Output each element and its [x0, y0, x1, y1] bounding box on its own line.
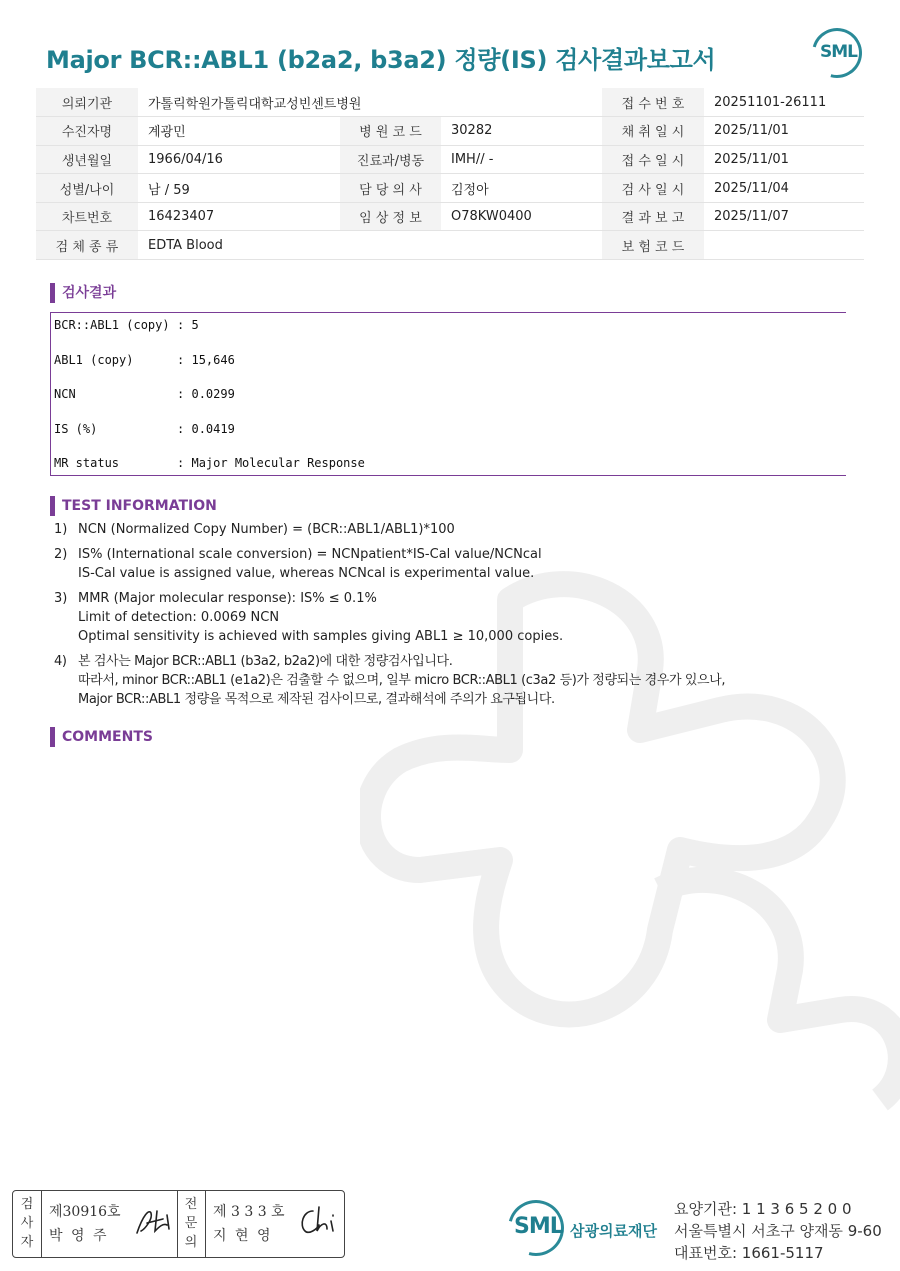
result-label: MR status: [54, 456, 120, 470]
info-value: 20251101-26111: [704, 88, 864, 117]
info-label: 임 상 정 보: [340, 202, 441, 231]
divider: [177, 1191, 178, 1257]
info-value: EDTA Blood: [138, 231, 602, 260]
list-item: [54, 589, 854, 646]
item-number: 1): [54, 522, 68, 537]
table-row: [36, 231, 864, 260]
list-item: [54, 520, 854, 539]
info-value: 김정아: [441, 174, 602, 203]
lab-contact-info: [674, 1198, 882, 1264]
item-line: Optimal sensitivity is achieved with samples giving ABL1 ≥ 10,000 copies.: [78, 629, 564, 644]
list-item: [54, 545, 854, 583]
result-row-mr-status: [54, 456, 365, 470]
info-value: [704, 231, 864, 260]
specialist-license: 제 3 3 3 호: [213, 1204, 285, 1220]
info-value: O78KW0400: [441, 202, 602, 231]
info-value: 2025/11/01: [704, 117, 864, 146]
item-line: IS% (International scale conversion) = NCNpatient*IS-Cal value/NCNcal: [78, 547, 542, 562]
table-row: [36, 174, 864, 203]
item-line: 따라서, minor BCR::ABL1 (e1a2)은 검출할 수 없으며, 일부 micro BCR::ABL1 (c3a2 등)가 정량되는 경우가 있으나,: [78, 673, 726, 688]
item-line: Limit of detection: 0.0069 NCN: [78, 610, 280, 625]
item-line: NCN (Normalized Copy Number) = (BCR::ABL1/ABL1)*100: [78, 522, 455, 537]
info-value: 2025/11/01: [704, 145, 864, 174]
examiner-signature-icon: [133, 1205, 177, 1239]
info-label: 성별/나이: [36, 174, 138, 203]
result-sep: :: [177, 422, 185, 436]
result-value: 5: [191, 318, 199, 332]
specialist-label: [180, 1195, 202, 1252]
comments-section-title: COMMENTS: [50, 727, 153, 747]
institution-code: 요양기관: 1 1 3 6 5 2 0 0: [674, 1200, 852, 1218]
info-label: 병 원 코 드: [340, 117, 441, 146]
info-label: 차트번호: [36, 202, 138, 231]
item-number: 2): [54, 547, 68, 562]
divider: [41, 1191, 42, 1257]
result-sep: :: [177, 387, 185, 401]
result-row-ncn: [54, 387, 235, 401]
result-row-is: [54, 422, 235, 436]
info-label: 보 험 코 드: [602, 231, 704, 260]
info-label: 접 수 번 호: [602, 88, 704, 117]
label-char: 전: [184, 1197, 198, 1212]
results-box: [50, 312, 846, 476]
result-value: Major Molecular Response: [191, 456, 365, 470]
table-row: [36, 145, 864, 174]
specialist-signature-icon: [295, 1203, 341, 1239]
result-label: IS (%): [54, 422, 98, 436]
info-label: 담 당 의 사: [340, 174, 441, 203]
logo-mark: SML: [514, 1214, 563, 1239]
info-label: 수진자명: [36, 117, 138, 146]
specialist-name: 지 현 영: [213, 1228, 273, 1244]
test-info-section-title: TEST INFORMATION: [50, 496, 217, 516]
test-info-list: [54, 520, 854, 715]
item-number: 4): [54, 654, 67, 669]
list-item: [54, 652, 854, 709]
lab-address: 서울특별시 서초구 양재동 9-60: [674, 1222, 882, 1240]
info-value: IMH// -: [441, 145, 602, 174]
info-label: 검 사 일 시: [602, 174, 704, 203]
item-line: IS-Cal value is assigned value, whereas NCNcal is experimental value.: [78, 566, 535, 581]
report-title: Major BCR::ABL1 (b2a2, b3a2) 정량(IS) 검사결과보고서: [46, 46, 716, 74]
logo-text: SML: [820, 42, 857, 62]
info-label: 진료과/병동: [340, 145, 441, 174]
info-label: 결 과 보 고: [602, 202, 704, 231]
result-label: NCN: [54, 387, 76, 401]
info-value: 가톨릭학원가톨릭대학교성빈센트병원: [138, 88, 602, 117]
sml-logo: [812, 28, 868, 78]
info-value: 30282: [441, 117, 602, 146]
info-value: 1966/04/16: [138, 145, 340, 174]
info-label: 채 취 일 시: [602, 117, 704, 146]
info-value: 남 / 59: [138, 174, 340, 203]
info-label: 생년월일: [36, 145, 138, 174]
info-value: 16423407: [138, 202, 340, 231]
divider: [205, 1191, 206, 1257]
table-row: [36, 88, 864, 117]
sml-foundation-logo: [508, 1200, 668, 1256]
info-label: 의뢰기관: [36, 88, 138, 117]
result-row-abl1: [54, 353, 235, 367]
item-line: Major BCR::ABL1 정량을 목적으로 제작된 검사이므로, 결과해석에 주의가 요구됩니다.: [78, 692, 555, 707]
result-sep: :: [177, 318, 185, 332]
result-value: 0.0419: [191, 422, 235, 436]
signature-box: [12, 1190, 345, 1258]
table-row: [36, 202, 864, 231]
info-value: 2025/11/07: [704, 202, 864, 231]
result-row-bcr-abl1: [54, 318, 199, 332]
result-sep: :: [177, 353, 185, 367]
patient-info-table: [36, 88, 864, 260]
label-char: 사: [20, 1216, 34, 1231]
info-label: 검 체 종 류: [36, 231, 138, 260]
result-label: BCR::ABL1 (copy): [54, 318, 170, 332]
result-label: ABL1 (copy): [54, 353, 134, 367]
info-value: 2025/11/04: [704, 174, 864, 203]
examiner-label: [16, 1195, 38, 1252]
result-value: 15,646: [191, 353, 235, 367]
examiner-license: 제30916호: [49, 1204, 121, 1220]
label-char: 문: [184, 1216, 198, 1231]
examiner-name: 박 영 주: [49, 1228, 109, 1244]
label-char: 의: [184, 1235, 198, 1250]
label-char: 자: [20, 1235, 34, 1250]
lab-phone: 대표번호: 1661-5117: [674, 1244, 824, 1262]
result-sep: :: [177, 456, 185, 470]
results-section-title: 검사결과: [50, 283, 116, 303]
label-char: 검: [20, 1197, 34, 1212]
item-number: 3): [54, 591, 68, 606]
info-label: 접 수 일 시: [602, 145, 704, 174]
result-value: 0.0299: [191, 387, 235, 401]
item-line: MMR (Major molecular response): IS% ≤ 0.1%: [78, 591, 377, 606]
item-line: 본 검사는 Major BCR::ABL1 (b3a2, b2a2)에 대한 정량검사입니다.: [78, 654, 453, 669]
table-row: [36, 117, 864, 146]
info-value: 계광민: [138, 117, 340, 146]
org-name: 삼광의료재단: [570, 1222, 657, 1240]
